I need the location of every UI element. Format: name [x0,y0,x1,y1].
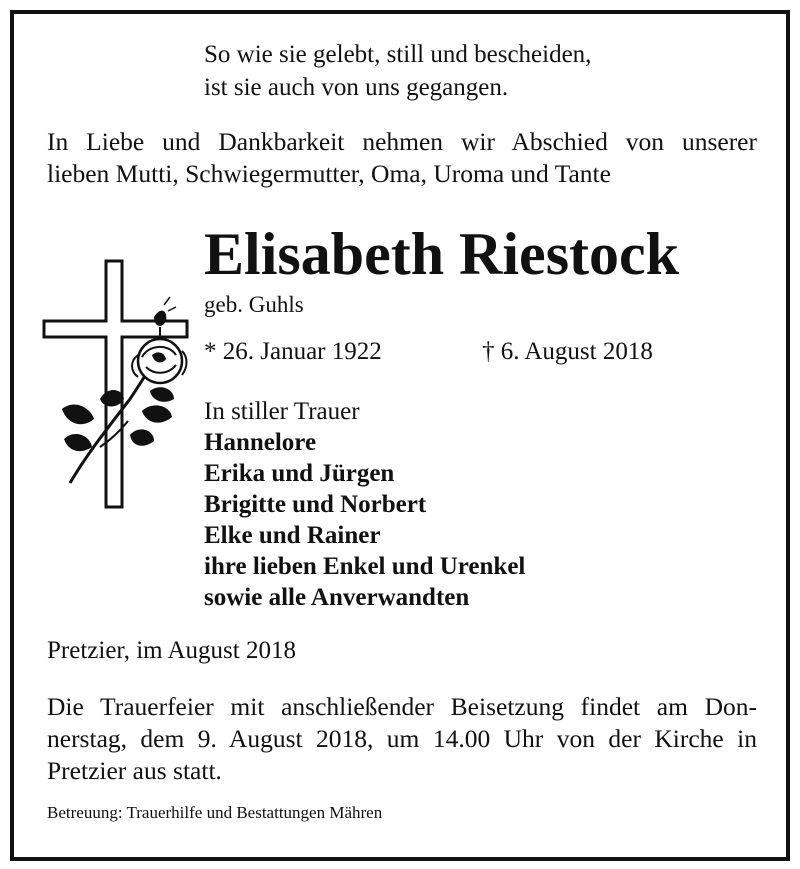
mourner-item: Elke und Rainer [204,522,381,549]
mourner-item: Hannelore [204,429,317,456]
death-date: † 6. August 2018 [482,338,653,365]
birth-date: * 26. Januar 1922 [204,338,382,365]
mourner-item: Erika und Jürgen [204,460,395,487]
mourner-item: Brigitte und Norbert [204,491,427,518]
cross-with-rose-icon [42,259,192,509]
service-line-1: Die Trauerfeier mit anschließender Beisetzung findet am Don- [47,692,757,721]
motto-line-2: ist sie auch von uns gegangen. [204,74,509,101]
obituary-frame [10,10,790,861]
motto-line-1: So wie sie gelebt, still und bescheiden, [204,41,592,68]
service-line-2: nerstag, dem 9. August 2018, um 14.00 Uhr von der Kirche in [47,724,757,753]
mourner-item: sowie alle Anverwandten [204,584,470,611]
mourner-item: ihre lieben Enkel und Urenkel [204,553,526,580]
mourner-list [204,427,525,613]
service-line-3: Pretzier aus statt. [47,756,222,785]
place-date: Pretzier, im August 2018 [47,637,296,664]
birth-name: geb. Guhls [204,292,304,317]
intro-line-2: lieben Mutti, Schwiegermutter, Oma, Uroma und Tante [47,159,611,188]
funeral-service-text [47,691,757,787]
intro-text [47,126,757,190]
deceased-name: Elisabeth Riestock [204,221,680,287]
mourning-heading: In stiller Trauer [204,398,360,425]
intro-line-1: In Liebe und Dankbarkeit nehmen wir Abschied von unserer [47,127,757,156]
undertaker-credit: Betreuung: Trauerhilfe und Bestattungen Mähren [47,803,383,822]
